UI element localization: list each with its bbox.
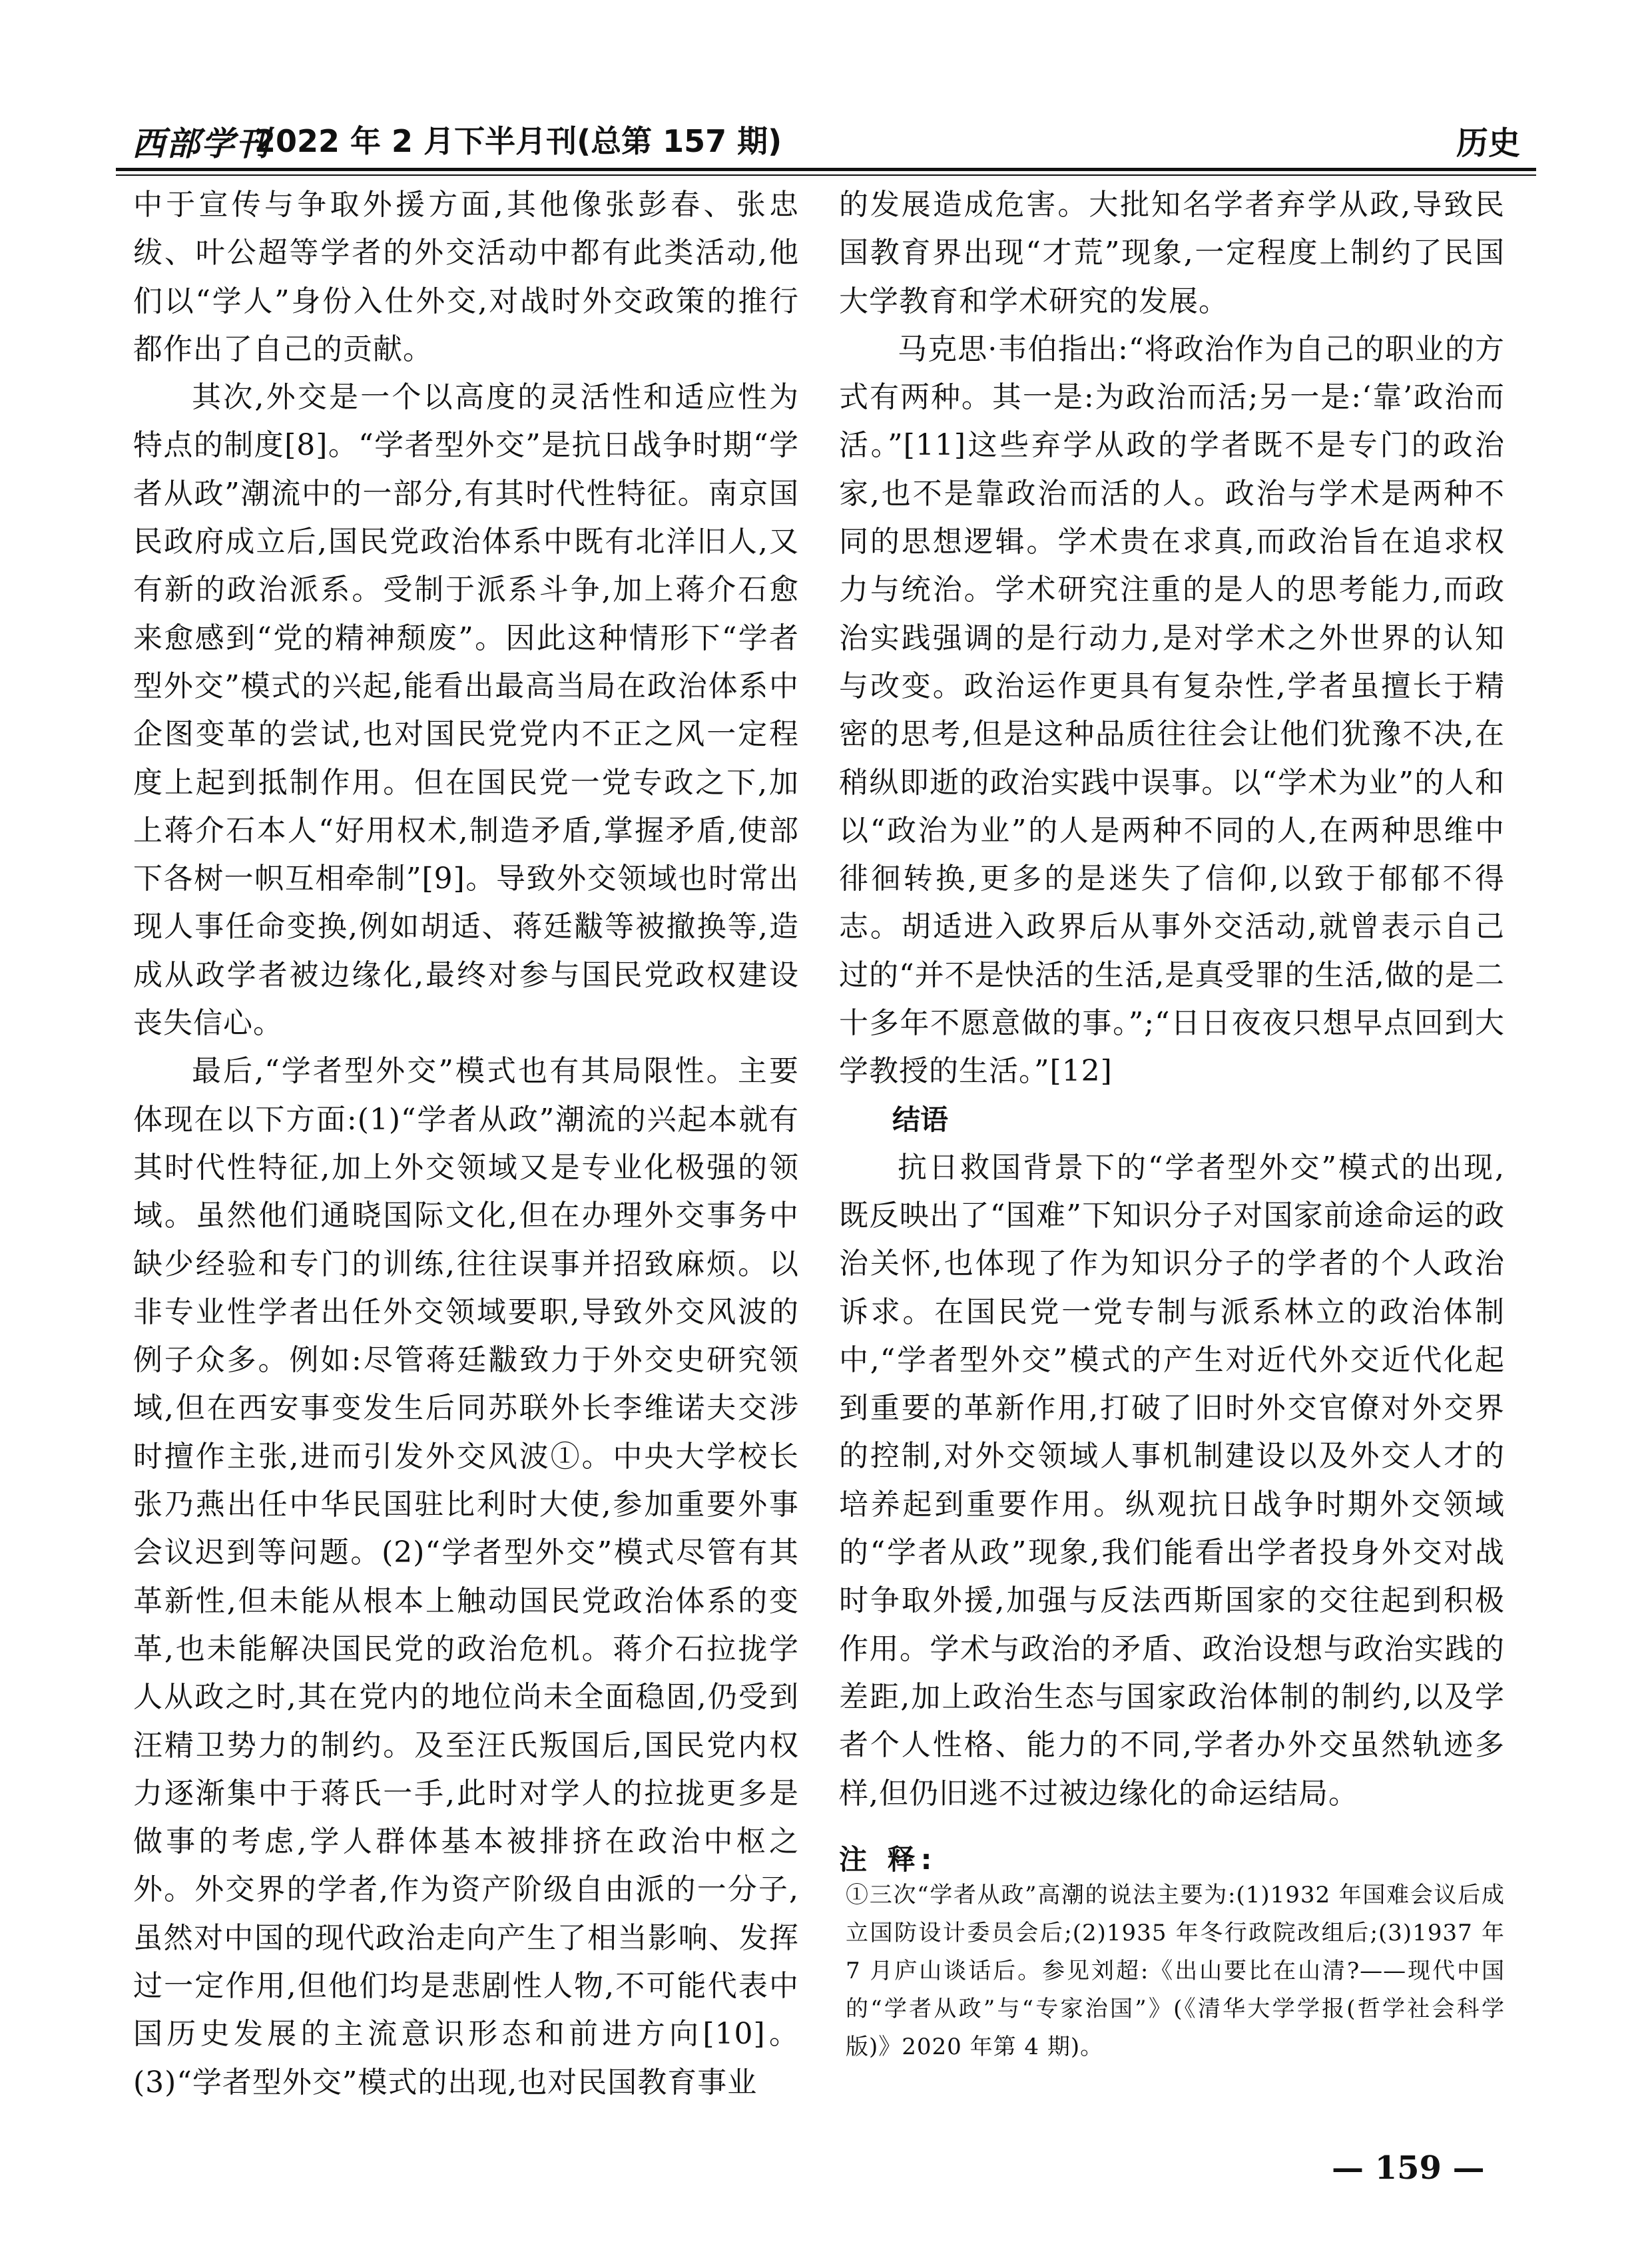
body-paragraph: 其次,外交是一个以高度的灵活性和适应性为特点的制度[8]。“学者型外交”是抗日战争时期“学者从政”潮流中的一部分,有其时代性特征。南京国民政府成立后,国民党政治体系中既有北洋旧人,又有新的政治派系。受制于派系斗争,加上蒋介石愈来愈感到“党的精神颓废”。因此这种情形下“学者型外交”模式的兴起,能看出最高当局在政治体系中企图变革的尝试,也对国民党党内不正之风一定程度上起到抵制作用。但在国民党一党专政之下,加上蒋介石本人“好用权术,制造矛盾,掌握矛盾,使部下各树一帜互相牵制”[9]。导致外交领域也时常出现人事任命变换,例如胡适、蒋廷黻等被撤换等,造成从政学者被边缘化,最终对参与国民党政权建设丧失信心。 bbox=[133, 380, 800, 1041]
running-header bbox=[116, 107, 1536, 164]
section-label: 历史 bbox=[1456, 125, 1520, 162]
body-paragraph: 马克思·韦伯指出:“将政治作为自己的职业的方式有两种。其一是:为政治而活;另一是:‘靠’政治而活。”[11]这些弃学从政的学者既不是专门的政治家,也不是靠政治而活的人。政治与学术是两种不同的思想逻辑。学术贵在求真,而政治旨在追求权力与统治。学术研究注重的是人的思考能力,而政治实践强调的是行动力,是对学术之外世界的认知与改变。政治运作更具有复杂性,学者虽擅长于精密的思考,但是这种品质往往会让他们犹豫不决,在稍纵即逝的政治实践中误事。以“学术为业”的人和以“政治为业”的人是两种不同的人,在两种思维中徘徊转换,更多的是迷失了信仰,以致于郁郁不得志。胡适进入政界后从事外交活动,就曾表示自己过的“并不是快活的生活,是真受罪的生活,做的是二十多年不愿意做的事。”;“日日夜夜只想早点回到大学教授的生活。”[12] bbox=[839, 332, 1506, 1089]
conclusion-paragraph: 抗日救国背景下的“学者型外交”模式的出现,既反映出了“国难”下知识分子对国家前途命运的政治关怀,也体现了作为知识分子的学者的个人政治诉求。在国民党一党专制与派系林立的政治体制中,“学者型外交”模式的产生对近代外交近代化起到重要的革新作用,打破了旧时外交官僚对外交界的控制,对外交领域人事机制建设以及外交人才的培养起到重要作用。纵观抗日战争时期外交领域的“学者从政”现象,我们能看出学者投身外交对战时争取外援,加强与反法西斯国家的交往起到积极作用。学术与政治的矛盾、政治设想与政治实践的差距,加上政治生态与国家政治体制的制约,以及学者个人性格、能力的不同,学者办外交虽然轨迹多样,但仍旧逃不过被边缘化的命运结局。 bbox=[839, 1150, 1506, 1811]
body-paragraph: 最后,“学者型外交”模式也有其局限性。主要体现在以下方面:(1)“学者从政”潮流的兴起本就有其时代性特征,加上外交领域又是专业化极强的领域。虽然他们通晓国际文化,但在办理外交事务中缺少经验和专门的训练,往往误事并招致麻烦。以非专业性学者出任外交领域要职,导致外交风波的例子众多。例如:尽管蒋廷黻致力于外交史研究领域,但在西安事变发生后同苏联外长李维诺夫交涉时擅作主张,进而引发外交风波①。中央大学校长张乃燕出任中华民国驻比利时大使,参加重要外事会议迟到等问题。(2)“学者型外交”模式尽管有其革新性,但未能从根本上触动国民党政治体系的变革,也未能解决国民党的政治危机。蒋介石拉拢学人从政之时,其在党内的地位尚未全面稳固,仍受到汪精卫势力的制约。及至汪氏叛国后,国民党内权力逐渐集中于蒋氏一手,此时对学人的拉拢更多是做事的考虑,学人群体基本被排挤在政治中枢之外。外交界的学者,作为资产阶级自由派的一分子,虽然对中国的现代政治走向产生了相当影响、发挥过一定作用,但他们均是悲剧性人物,不可能代表中国历史发展的主流意识形态和前进方向[10]。(3)“学者型外交”模式的出现,也对民国教育事业 bbox=[133, 1054, 800, 2100]
section-heading: 结语 bbox=[892, 1103, 949, 1136]
header-rule bbox=[116, 168, 1536, 171]
journal-logo: 西部学刊 bbox=[132, 125, 270, 163]
right-column bbox=[839, 181, 1505, 1818]
header-rule-thin bbox=[116, 174, 1536, 176]
issue-info: 2022 年 2 月下半月刊(总第 157 期) bbox=[254, 123, 782, 159]
body-paragraph: 的发展造成危害。大批知名学者弃学从政,导致民国教育界出现“才荒”现象,一定程度上制约了民国大学教育和学术研究的发展。 bbox=[839, 188, 1505, 318]
left-column bbox=[133, 181, 799, 2107]
page-number: — 159 — bbox=[1332, 2149, 1485, 2187]
notes-title: 注 释: bbox=[839, 1843, 938, 1876]
body-paragraph: 中于宣传与争取外援方面,其他像张彭春、张忠绂、叶公超等学者的外交活动中都有此类活动,他们以“学人”身份入仕外交,对战时外交政策的推行都作出了自己的贡献。 bbox=[133, 188, 799, 366]
footnote: ①三次“学者从政”高潮的说法主要为:(1)1932 年国难会议后成立国防设计委员会后;(2)1935 年冬行政院改组后;(3)1937 年 7 月庐山谈话后。参见刘超:《出山要比在山清?——现代中国的“学者从政”与“专家治国”》(《清华大学学报(哲学社会科学版)》2020 年第 4 期)。 bbox=[846, 1882, 1505, 2060]
